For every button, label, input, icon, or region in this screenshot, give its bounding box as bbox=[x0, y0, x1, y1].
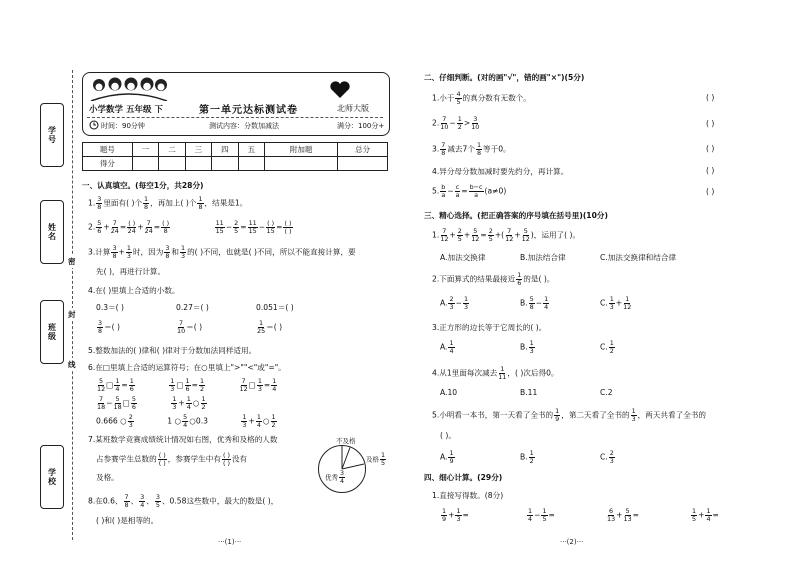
judge-1: 1.小于 $\frac{4}{5}$ 的真分数有无数个。 bbox=[432, 90, 531, 106]
subject-label: 小学数学 五年级 下 bbox=[89, 105, 163, 115]
judge-5: 5. $\frac{b}{a}$ − $\frac{c}{a}$ = $\frac{b-c}{a}$ (a≠0) bbox=[432, 183, 507, 199]
q4-row2-a: $\frac{3}{8}$ ＝( ) bbox=[98, 319, 121, 335]
choice-5-option-a[interactable]: A. $\frac{1}{9}$ bbox=[440, 449, 454, 465]
binding-char-seal: 密 bbox=[68, 257, 76, 266]
choice-5-cont: ( )。 bbox=[440, 431, 456, 440]
section-1-title: 一、认真填空。(每空1分，共28分) bbox=[82, 181, 204, 190]
calc-item: $\frac{1}{5}$ + $\frac{1}{4}$ = bbox=[692, 507, 719, 523]
q4-row1-b: 0.27＝( ) bbox=[176, 303, 209, 312]
full-score-label: 满分：100分+ bbox=[337, 122, 385, 130]
score-cell[interactable] bbox=[132, 157, 158, 171]
question-7-line3: 及格。 bbox=[96, 473, 119, 482]
q6-row3: 0.666 ○ $\frac{2}{3}$ 1 ○ $\frac{5}{4}$ ○0.3 $\frac{1}{3}$ + $\frac{1}{4}$ ○ $\frac{1}{2}$ bbox=[96, 413, 276, 429]
content-label: 测试内容：分数加减法 bbox=[209, 122, 279, 130]
section-4-title: 四、细心计算。(29分) bbox=[424, 473, 503, 482]
binding-char-line: 线 bbox=[68, 360, 76, 369]
score-cell[interactable] bbox=[238, 157, 264, 171]
edition-label: 北师大版 bbox=[337, 104, 369, 113]
page-number-left: ···(1)··· bbox=[218, 538, 242, 546]
choice-1-option-b[interactable]: B.加法结合律 bbox=[520, 253, 566, 262]
score-cell[interactable] bbox=[338, 157, 388, 171]
page-number-right: ···(2)··· bbox=[560, 538, 584, 546]
pie-fail-label: 不及格 bbox=[336, 437, 356, 445]
name-box bbox=[40, 200, 64, 264]
calc-item: $\frac{6}{13}$ + $\frac{5}{13}$ = bbox=[607, 507, 640, 523]
choice-4: 4.从1里面每次减去 $\frac{1}{11}$ ，( )次后得0。 bbox=[432, 365, 559, 381]
class-box bbox=[40, 300, 64, 364]
score-cell[interactable] bbox=[265, 157, 338, 171]
calc-item: $\frac{1}{4}$ − $\frac{1}{5}$ = bbox=[528, 507, 555, 523]
score-table bbox=[82, 142, 388, 171]
student-id-label: 学号 bbox=[47, 126, 57, 144]
question-8: 8.在0.6、 $\frac{7}{8}$ 、 $\frac{3}{4}$ 、 $\frac{3}{5}$ 、0.58这些数中，最大的数是( )， bbox=[88, 493, 279, 509]
q4-row2-c: $\frac{1}{25}$ ＝( ) bbox=[257, 319, 283, 335]
class-label: 班级 bbox=[47, 323, 57, 341]
section-2-title: 二、仔细判断。(对的画"√"，错的画"×")(5分) bbox=[424, 73, 585, 82]
judge-5-answer[interactable]: ( ) bbox=[706, 187, 715, 196]
score-header-cell: 题号 bbox=[83, 143, 133, 157]
choice-1: 1. $\frac{7}{12}$ + $\frac{2}{5}$ + $\frac{5}{12}$ = $\frac{2}{5}$ +( $\frac{7}{12}$ + $\frac{5}{12}$ )，运用了( )。 bbox=[432, 227, 581, 243]
question-7-line2: 占参赛学生总数的 $\frac{( )}{( )}$ ，参赛学生中有 $\frac{( )}{( )}$ 没有 bbox=[96, 451, 248, 467]
question-5: 5.整数加法的( )律和( )律对于分数加法同样适用。 bbox=[88, 346, 257, 355]
judge-2: 2. $\frac{7}{10}$ − $\frac{1}{2}$ > $\frac{3}{10}$ bbox=[432, 115, 480, 131]
score-header-cell: 一 bbox=[132, 143, 158, 157]
q6-row2: $\frac{7}{18}$ − $\frac{5}{18}$ □ $\frac{5}{6}$ $\frac{1}{3}$ + $\frac{1}{4}$ ○ $\frac{1}{2}$ bbox=[97, 395, 206, 411]
choice-2-option-b[interactable]: B. $\frac{5}{8}$ − $\frac{1}{4}$ bbox=[520, 295, 549, 311]
pie-pass-label: 及格 $\frac{1}{5}$ bbox=[366, 451, 386, 467]
score-header-cell: 总分 bbox=[338, 143, 388, 157]
question-3-cont: 先( )，再进行计算。 bbox=[96, 267, 166, 276]
choice-3: 3.正方形的边长等于它周长的( )。 bbox=[432, 323, 547, 332]
score-row-label: 得分 bbox=[83, 157, 133, 171]
question-4: 4.在( )里填上合适的小数。 bbox=[88, 286, 180, 295]
question-6: 6.在□里填上合适的运算符号；在○里填上">""<"或"="。 bbox=[88, 363, 286, 372]
judge-4-answer[interactable]: ( ) bbox=[706, 166, 715, 175]
question-7: 7.某班数学竞赛成绩统计情况如右图，优秀和及格的人数 bbox=[88, 435, 278, 444]
score-header-row bbox=[83, 143, 388, 157]
score-cell[interactable] bbox=[159, 157, 185, 171]
score-header-cell: 四 bbox=[212, 143, 238, 157]
school-label: 学校 bbox=[47, 468, 57, 486]
choice-1-option-a[interactable]: A.加法交换律 bbox=[440, 253, 486, 262]
choice-1-option-c[interactable]: C.加法交换律和结合律 bbox=[600, 253, 677, 262]
choice-5: 5.小明看一本书，第一天看了全书的 $\frac{1}{9}$ ，第二天看了全书的 $\frac{1}{3}$ ，两天共看了全书的 bbox=[432, 407, 706, 423]
choice-4-option-b[interactable]: B.11 bbox=[520, 388, 538, 397]
children-logo bbox=[89, 77, 169, 103]
judge-3: 3. $\frac{7}{8}$ 减去7个 $\frac{1}{8}$ 等于0。 bbox=[432, 141, 511, 157]
choice-4-option-c[interactable]: C.2 bbox=[600, 388, 613, 397]
heart-icon bbox=[329, 81, 351, 101]
choice-2-option-a[interactable]: A. $\frac{2}{3}$ − $\frac{1}{3}$ bbox=[440, 295, 469, 311]
question-1: 1. $\frac{3}{8}$ 里面有( )个 $\frac{1}{8}$ ，再加上( )个 $\frac{1}{8}$ ，结果是1。 bbox=[88, 195, 248, 211]
score-header-cell: 三 bbox=[185, 143, 211, 157]
score-header-cell: 二 bbox=[159, 143, 185, 157]
q6-row1: $\frac{5}{12}$ □ $\frac{1}{4}$ = $\frac{1}{6}$ $\frac{1}{3}$ □ $\frac{1}{6}$ = $\frac{1}{2}$ $\frac{7}{12}$ □ $\frac{1}{3}$ = $\frac{1}{4}$ bbox=[97, 377, 277, 393]
question-3: 3.计算 $\frac{3}{8}$ + $\frac{1}{3}$ 时，因为 $\frac{3}{8}$ 和 $\frac{1}{3}$ 的( )不同，也就是( )不同，所以不能直接计算，要 bbox=[88, 244, 356, 260]
calc-item: $\frac{1}{9}$ + $\frac{1}{3}$ = bbox=[442, 507, 469, 523]
header-divider bbox=[87, 117, 383, 118]
judge-3-answer[interactable]: ( ) bbox=[706, 144, 715, 153]
score-header-cell: 附加题 bbox=[265, 143, 338, 157]
score-cell[interactable] bbox=[185, 157, 211, 171]
question-8-line2: ( )和( )是相等的。 bbox=[96, 516, 159, 525]
time-label: 时间：90分钟 bbox=[101, 122, 145, 130]
choice-5-option-c[interactable]: C. $\frac{2}{3}$ bbox=[600, 449, 614, 465]
score-value-row bbox=[83, 157, 388, 171]
name-label: 姓名 bbox=[47, 223, 57, 241]
judge-4: 4.异分母分数加减时要先约分，再计算。 bbox=[432, 167, 569, 176]
choice-3-option-b[interactable]: B. $\frac{1}{3}$ bbox=[520, 339, 534, 355]
question-2: 2. $\frac{5}{6}$ + $\frac{7}{24}$ = $\frac{( )}{24}$ + $\frac{7}{24}$ = $\frac{( )}{8}$ $\frac{11}{15}$ − $\frac{2}{5}$ = $\frac{11}{15}$ − $\frac{( )}{15}$ = $\frac{( )}{( )}$ bbox=[88, 219, 292, 235]
score-cell[interactable] bbox=[212, 157, 238, 171]
calc-1-title: 1.直接写得数。(8分) bbox=[432, 491, 504, 500]
judge-1-answer[interactable]: ( ) bbox=[706, 93, 715, 102]
student-id-box bbox=[40, 103, 64, 167]
judge-2-answer[interactable]: ( ) bbox=[706, 119, 715, 128]
q4-row2-b: $\frac{7}{10}$ ＝( ) bbox=[177, 319, 203, 335]
score-header-cell: 五 bbox=[238, 143, 264, 157]
choice-2: 2.下面算式的结果最接近 $\frac{1}{6}$ 的是( )。 bbox=[432, 271, 555, 287]
choice-3-option-c[interactable]: C. $\frac{1}{2}$ bbox=[600, 339, 614, 355]
choice-4-option-a[interactable]: A.10 bbox=[440, 388, 458, 397]
binding-char-close: 封 bbox=[68, 310, 76, 319]
school-box bbox=[40, 445, 64, 509]
choice-3-option-a[interactable]: A. $\frac{1}{4}$ bbox=[440, 339, 454, 355]
exam-title: 第一单元达标测试卷 bbox=[199, 105, 298, 116]
section-3-title: 三、精心选择。(把正确答案的序号填在括号里)(10分) bbox=[424, 211, 608, 220]
pie-excellent-label: 优秀 $\frac{3}{4}$ bbox=[325, 469, 345, 485]
choice-2-option-c[interactable]: C. $\frac{1}{3}$ + $\frac{1}{12}$ bbox=[600, 295, 632, 311]
choice-5-option-b[interactable]: B. $\frac{1}{2}$ bbox=[520, 449, 534, 465]
binding-line bbox=[72, 70, 73, 540]
clock-icon bbox=[89, 120, 99, 132]
exam-header bbox=[82, 72, 390, 136]
q4-row1-c: 0.051＝( ) bbox=[256, 303, 294, 312]
q4-row1-a: 0.3＝( ) bbox=[96, 303, 125, 312]
